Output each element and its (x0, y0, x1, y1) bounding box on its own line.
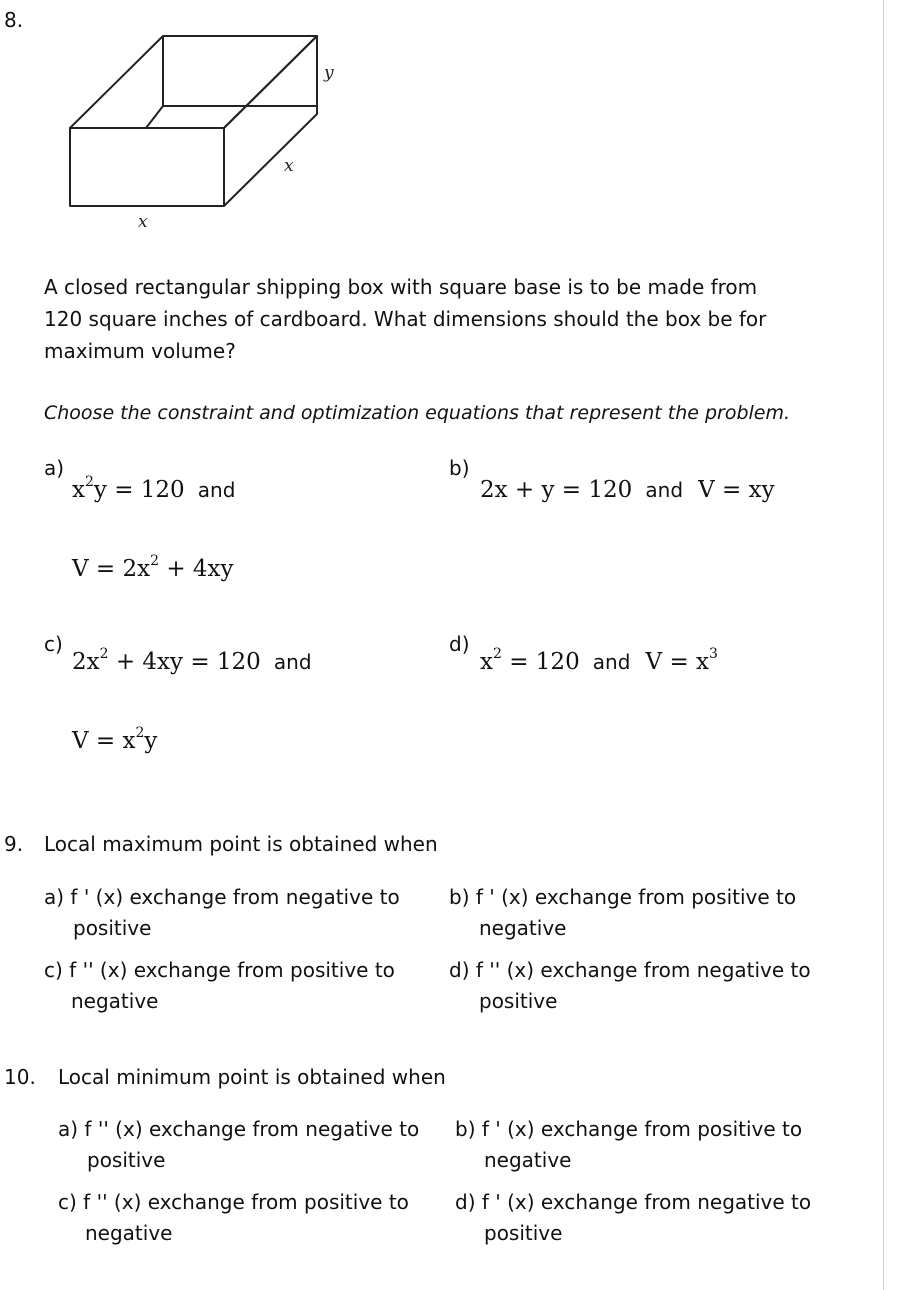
problem-line-3: maximum volume? (44, 339, 236, 363)
q10-option-a: a) f '' (x) exchange from negative to positive (58, 1117, 420, 1172)
instruction-text: Choose the constraint and optimization equations that represent the problem. (44, 402, 791, 424)
question-9-number: 9. (4, 832, 24, 856)
option-d-equations: $x^2 = 120$ and $V = x^3$ (480, 646, 718, 675)
box-top-face (70, 36, 317, 128)
option-a-label: a) (44, 456, 65, 480)
q9-option-b: b) f ' (x) exchange from positive to negative (449, 885, 797, 940)
option-a-optimization: $V = 2x^2 + 4xy$ (72, 553, 234, 582)
option-c-optimization: $V = x^2y$ (72, 725, 158, 754)
option-c-constraint: $2x^2 + 4xy = 120$ and (72, 646, 312, 675)
problem-line-1: A closed rectangular shipping box with square base is to be made from (44, 275, 758, 299)
question-10-text: Local minimum point is obtained when (58, 1065, 446, 1089)
option-a-constraint: $x^2y = 120$ and (72, 474, 236, 503)
page-border-line (883, 0, 884, 1290)
option-d-label: d) (449, 632, 470, 656)
option-b-equations: 2x + y = 120 and V = xy (480, 477, 775, 503)
problem-line-2: 120 square inches of cardboard. What dimensions should the box be for (44, 307, 767, 331)
box-label-x-front: x (138, 212, 148, 232)
box-side-face (224, 36, 317, 206)
q10-option-b: b) f ' (x) exchange from positive to negative (455, 1117, 803, 1172)
q9-option-d: d) f '' (x) exchange from negative to positive (449, 958, 811, 1013)
box-label-y: y (324, 63, 334, 83)
q10-option-c: c) f '' (x) exchange from positive to negative (58, 1190, 409, 1245)
box-front-face (70, 128, 224, 206)
q9-option-c: c) f '' (x) exchange from positive to negative (44, 958, 395, 1013)
q9-option-a: a) f ' (x) exchange from negative to positive (44, 885, 400, 940)
question-9-text: Local maximum point is obtained when (44, 832, 438, 856)
q10-option-d: d) f ' (x) exchange from negative to positive (455, 1190, 812, 1245)
option-b-label: b) (449, 456, 470, 480)
question-8-number: 8. (4, 8, 24, 32)
option-c-label: c) (44, 632, 63, 656)
box-diagram (60, 28, 360, 243)
question-10-number: 10. (4, 1065, 36, 1089)
box-label-x-side: x (284, 156, 294, 176)
